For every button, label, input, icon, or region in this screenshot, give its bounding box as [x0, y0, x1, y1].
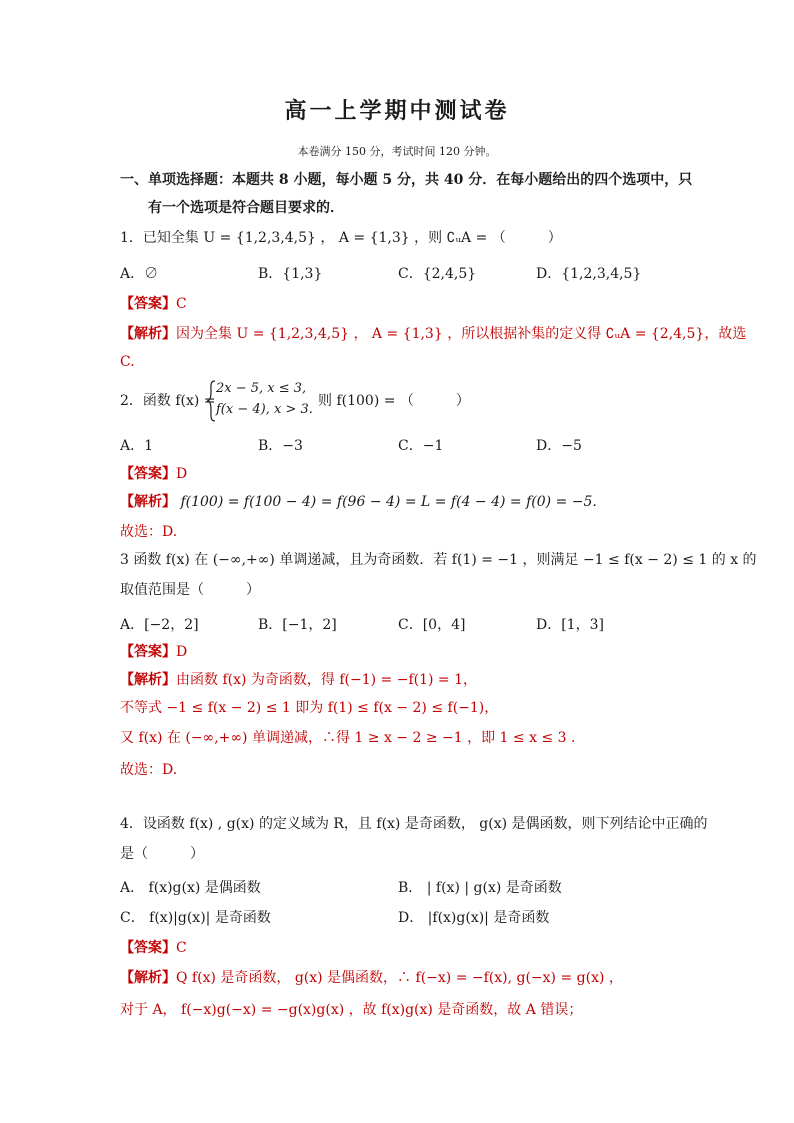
analysis-tag: 【解析】 — [120, 326, 176, 342]
q1-option-c: C．{2,4,5} — [398, 266, 477, 282]
q2-option-a: A．1 — [120, 438, 154, 454]
q3-option-a: A．[−2，2] — [120, 617, 199, 633]
q3-analysis-line4: 故选：D. — [120, 762, 178, 778]
analysis-tag: 【解析】 — [120, 970, 176, 986]
q4-option-a: A． f(x)g(x) 是偶函数 — [120, 880, 261, 896]
q4-answer-row — [120, 938, 187, 958]
section-heading-line1: 一、单项选择题：本题共 8 小题，每小题 5 分，共 40 分．在每小题给出的四个选项中，只 — [120, 172, 693, 188]
q4-analysis-line1: Q f(x) 是奇函数， g(x) 是偶函数，∴ f(−x) = −f(x), g(−x) = g(x) ， — [176, 970, 623, 986]
answer-tag: 【答案】 — [120, 940, 176, 956]
q3-option-d: D．[1，3] — [536, 617, 604, 633]
q2-answer-row — [120, 464, 187, 484]
q3-option-b: B．[−1，2] — [258, 617, 337, 633]
q4-stem-line1: 4．设函数 f(x) , g(x) 的定义域为 R，且 f(x) 是奇函数， g(x) 是偶函数，则下列结论中正确的 — [120, 816, 708, 832]
q2-piece-1: 2x − 5, x ≤ 3, — [216, 381, 307, 396]
q2-option-c: C．−1 — [398, 438, 444, 454]
q1-answer: C — [176, 296, 187, 312]
answer-tag: 【答案】 — [120, 644, 176, 660]
q2-piece-2: f(x − 4), x > 3. — [216, 402, 313, 417]
q2-analysis-row — [120, 492, 597, 512]
q1-analysis-row — [120, 324, 746, 344]
analysis-tag: 【解析】 — [120, 494, 176, 510]
q4-option-c: C． f(x)|g(x)| 是奇函数 — [120, 910, 271, 926]
q2-stem-prefix: 2．函数 f(x) = — [120, 393, 216, 409]
q3-stem-line1: 3 函数 f(x) 在 (−∞,+∞) 单调递减，且为奇函数．若 f(1) = −1 ，则满足 −1 ≤ f(x − 2) ≤ 1 的 x 的 — [120, 552, 757, 568]
q1-answer-row — [120, 294, 187, 314]
q1-analysis-line2: C. — [120, 354, 135, 370]
q3-answer-row — [120, 642, 187, 662]
q2-option-b: B．−3 — [258, 438, 303, 454]
section-heading-line2: 有一个选项是符合题目要求的． — [148, 200, 344, 216]
q4-option-d: D． |f(x)g(x)| 是奇函数 — [398, 910, 550, 926]
q3-analysis-line1: 由函数 f(x) 为奇函数，得 f(−1) = −f(1) = 1， — [176, 672, 478, 688]
q3-analysis-line2: 不等式 −1 ≤ f(x − 2) ≤ 1 即为 f(1) ≤ f(x − 2) ≤ f(−1)， — [120, 700, 499, 716]
left-brace-icon — [206, 380, 216, 422]
answer-tag: 【答案】 — [120, 466, 176, 482]
q4-option-b: B． | f(x) | g(x) 是奇函数 — [398, 880, 562, 896]
q3-answer: D — [176, 644, 188, 660]
q4-answer: C — [176, 940, 187, 956]
q2-answer: D — [176, 466, 188, 482]
q3-stem-line2: 取值范围是（ ） — [120, 582, 260, 598]
exam-title: 高一上学期中测试卷 — [284, 98, 510, 124]
q4-analysis-row — [120, 968, 623, 988]
q2-stem-suffix: 则 f(100) = （ ） — [318, 393, 470, 409]
q3-analysis-row — [120, 670, 477, 690]
q1-option-b: B．{1,3} — [258, 266, 323, 282]
q2-analysis-line1: f(100) = f(100 − 4) = f(96 − 4) = L = f(4 − 4) = f(0) = −5. — [176, 494, 597, 510]
q3-option-c: C．[0，4] — [398, 617, 466, 633]
q1-analysis-line1: 因为全集 U = {1,2,3,4,5} ， A = {1,3} ，所以根据补集的定义得 ∁ᵤA = {2,4,5}，故选 — [176, 326, 747, 342]
q4-stem-line2: 是（ ） — [120, 846, 204, 862]
q2-option-d: D．−5 — [536, 438, 582, 454]
q1-option-a: A．∅ — [120, 266, 159, 282]
analysis-tag: 【解析】 — [120, 672, 176, 688]
answer-tag: 【答案】 — [120, 296, 176, 312]
q3-analysis-line3: 又 f(x) 在 (−∞,+∞) 单调递减，∴得 1 ≥ x − 2 ≥ −1 ，即 1 ≤ x ≤ 3 . — [120, 730, 576, 746]
q1-option-d: D．{1,2,3,4,5} — [536, 266, 642, 282]
exam-subtitle: 本卷满分 150 分，考试时间 120 分钟。 — [297, 145, 497, 158]
q1-stem: 1．已知全集 U = {1,2,3,4,5} ， A = {1,3} ，则 ∁ᵤA = （ ） — [120, 230, 562, 246]
q2-analysis-line2: 故选：D. — [120, 524, 178, 540]
q4-analysis-line2: 对于 A， f(−x)g(−x) = −g(x)g(x) ，故 f(x)g(x) 是奇函数，故 A 错误； — [120, 1002, 583, 1018]
